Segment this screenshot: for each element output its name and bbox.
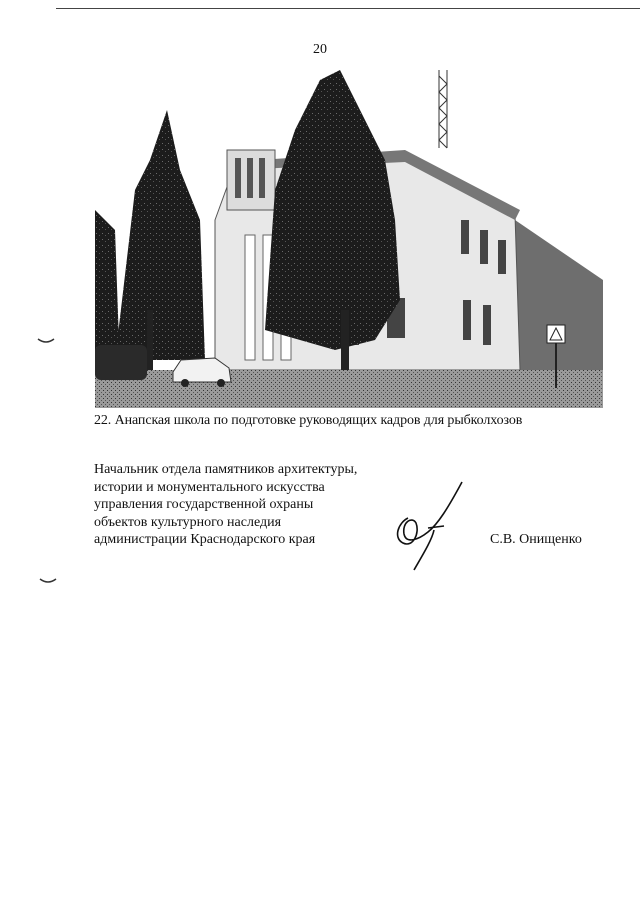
position-line-5: администрации Краснодарского края bbox=[94, 532, 316, 547]
signature-block bbox=[94, 461, 394, 549]
building-photo bbox=[95, 70, 603, 408]
punch-mark-bottom bbox=[38, 576, 58, 586]
signer-name: С.В. Онищенко bbox=[490, 532, 582, 547]
position-line-4: объектов культурного наследия bbox=[94, 514, 282, 530]
position-line-2: истории и монументального искусства bbox=[94, 479, 325, 495]
top-rule bbox=[56, 8, 640, 9]
position-line-3: управления государственной охраны bbox=[94, 497, 314, 512]
punch-mark-top bbox=[36, 336, 56, 346]
position-line-1: Начальник отдела памятников архитектуры, bbox=[94, 462, 358, 477]
handwritten-signature bbox=[388, 478, 468, 574]
photo-caption: 22. Анапская школа по подготовке руководящих кадров для рыбколхозов bbox=[94, 413, 523, 428]
page-number: 20 bbox=[313, 42, 327, 57]
